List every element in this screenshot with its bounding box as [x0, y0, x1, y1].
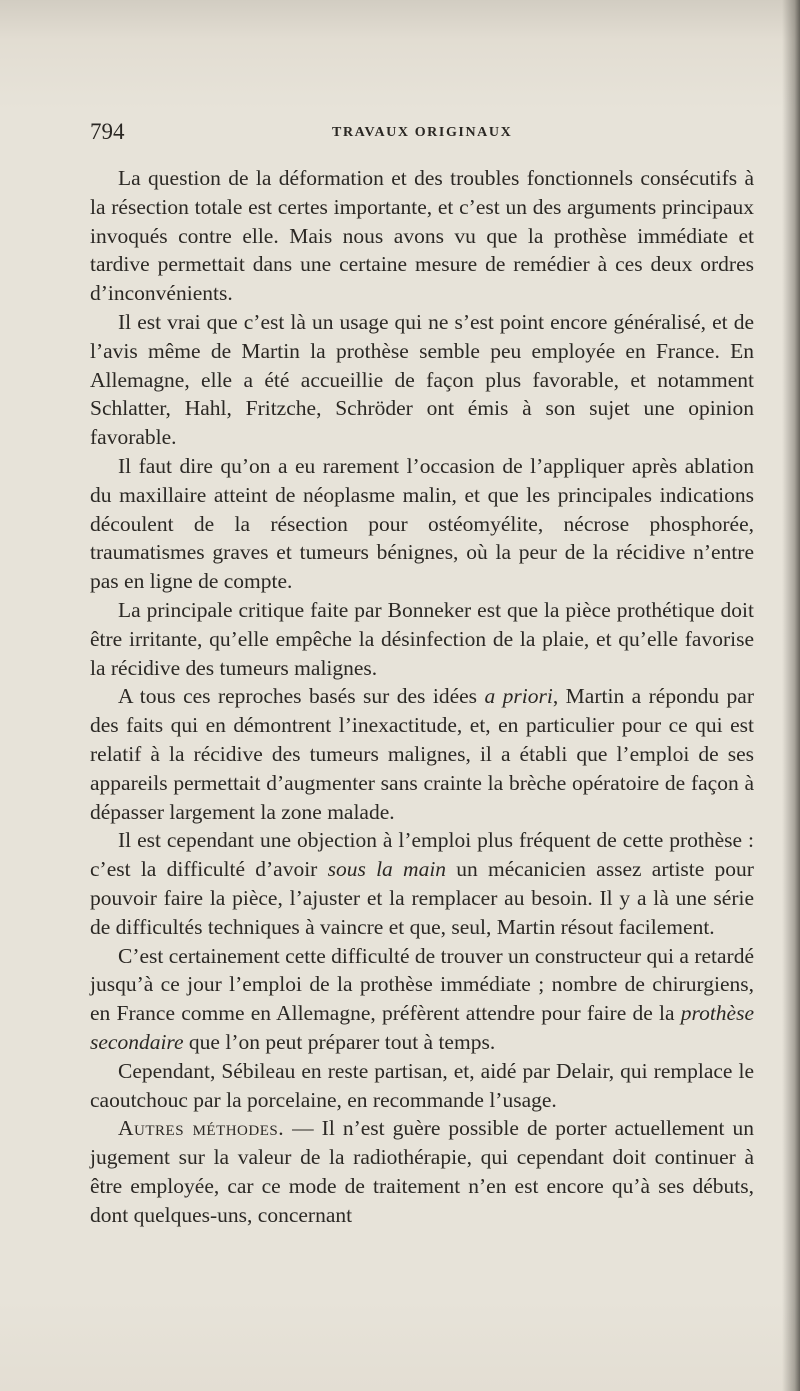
paragraph-6-text-b: un mécanicien assez artiste pour pouvoir faire la pièce, l’ajuster et la remplacer au besoin. Il y a là une série de difficultés techniques à vaincre et que, seul, Martin résout facilement. — [90, 857, 754, 939]
paragraph-9 — [90, 1114, 754, 1229]
paragraph-7 — [90, 942, 754, 1057]
section-lead: Autres méthodes. — [118, 1116, 285, 1141]
paragraph-1: La question de la déformation et des troubles fonctionnels consécutifs à la résection totale est certes importante, et c’est un des arguments principaux invoqués contre elle. Mais nous avons vu que la prothèse immédiate et tardive permettait dans une certaine mesure de remédier à ces deux ordres d’inconvénients. — [90, 166, 754, 306]
page-edge-shadow — [782, 0, 800, 1391]
paragraph-7-text-a: C’est certainement cette difficulté de trouver un constructeur qui a retardé jusqu’à ce jour l’emploi de la prothèse immédiate ; nombre de chirurgiens, en France comme en Allemagne, préfèrent attendre pour faire de la — [90, 943, 754, 1026]
italic-phrase: a priori — [484, 684, 553, 709]
paragraph-7-text-b: que l’on peut préparer tout à temps. — [183, 1029, 496, 1054]
running-head — [90, 118, 750, 148]
body-text — [90, 164, 754, 1229]
paragraph-8: Cependant, Sébileau en reste partisan, et, aidé par Delair, qui remplace le caoutchouc par la porcelaine, en recommande l’usage. — [90, 1058, 754, 1112]
italic-phrase: sous la main — [327, 857, 447, 882]
paragraph-2: Il est vrai que c’est là un usage qui ne s’est point encore généralisé, et de l’avis même de Martin la prothèse semble peu employée en France. En Allemagne, elle a été accueillie de façon plus favorable, et notamment Schlatter, Hahl, Fritzche, Schröder ont émis à son sujet une opinion favorable. — [90, 309, 754, 450]
paragraph-5-text-a: A tous ces reproches basés sur des idées — [118, 684, 485, 709]
paragraph-6 — [90, 826, 754, 941]
paragraph-9-text: — Il n’est guère possible de porter actuellement un jugement sur la valeur de la radiothérapie, qui cependant doit continuer à être employée, car ce mode de traitement n’en est encore qu’à ses débuts, dont quelques-uns, concernant — [90, 1116, 754, 1227]
paragraph-5-text-b: , Martin a répondu par des faits qui en démontrent l’inexactitude, et, en particulier pour ce qui est relatif à la récidive des tumeurs malignes, il a établi que l’emploi de ses appareils permettait d’augmenter sans crainte la brèche opératoire de façon à dépasser largement la zone malade. — [90, 684, 754, 824]
italic-phrase: prothèse secondaire — [90, 1001, 754, 1054]
paragraph-3: Il faut dire qu’on a eu rarement l’occasion de l’appliquer après ablation du maxillaire atteint de néoplasme malin, et que les principales indications découlent de la résection pour ostéomyélite, nécrose phosphorée, traumatismes graves et tumeurs bénignes, où la peur de la récidive n’entre pas en ligne de compte. — [90, 453, 754, 594]
running-title: TRAVAUX ORIGINAUX — [332, 125, 513, 140]
paragraph-6-text-a: Il est cependant une objection à l’emploi plus fréquent de cette prothèse : c’est la difficulté d’avoir — [90, 828, 754, 882]
paragraph-4: La principale critique faite par Bonneker est que la pièce prothétique doit être irritante, qu’elle empêche la désinfection de la plaie, et qu’elle favorise la récidive des tumeurs malignes. — [90, 597, 754, 680]
paragraph-5 — [90, 682, 754, 826]
page-number: 794 — [90, 119, 125, 144]
